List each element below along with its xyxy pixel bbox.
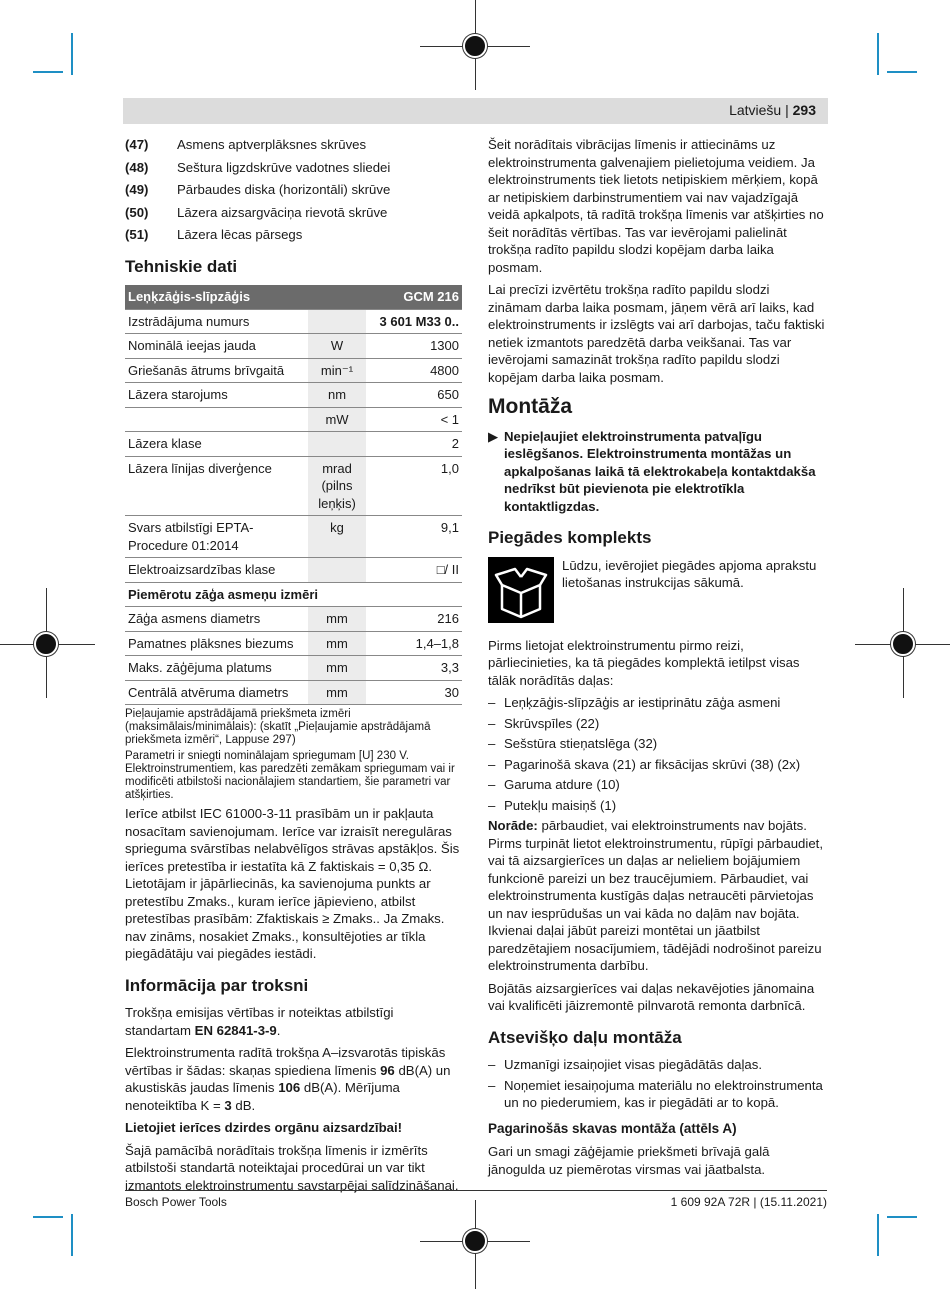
- spec-table: [125, 285, 462, 705]
- row-label: [125, 407, 308, 432]
- delivery-intro: Pirms lietojat elektroinstrumentu pirmo reizi, pārliecinieties, ka tā piegādes komplektā ietilpst visas tālāk norādītās daļas:: [488, 637, 800, 688]
- table-row: [125, 432, 462, 457]
- row-unit: mm: [308, 607, 366, 632]
- noise-values: [125, 1044, 462, 1114]
- table-subheader: Piemērotu zāģa asmeņu izmēri: [125, 582, 462, 607]
- row-unit: mW: [308, 407, 366, 432]
- tech-data-heading: Tehniskie dati: [125, 256, 238, 276]
- row-value: 30: [366, 680, 462, 705]
- row-unit: [308, 558, 366, 583]
- montaza-heading: Montāža: [488, 395, 572, 418]
- page-footer: [125, 1190, 827, 1209]
- row-value: 1300: [366, 334, 462, 359]
- crop-mark: [71, 1214, 73, 1256]
- part-label: Asmens aptverplāksnes skrūves: [177, 137, 367, 152]
- row-value: < 1: [366, 407, 462, 432]
- power-level: 106: [278, 1080, 301, 1095]
- list-item: [125, 136, 462, 154]
- crop-mark: [887, 1216, 917, 1218]
- left-column: [125, 136, 462, 1199]
- list-item: – Uzmanīgi izsaiņojiet visas piegādātās daļas.: [488, 1056, 826, 1074]
- header-text: Latviešu | 293: [729, 102, 816, 118]
- list-item: – Putekļu maisiņš (1): [488, 797, 826, 815]
- page-header: [123, 98, 828, 124]
- separate-heading: Atsevišķo daļu montāža: [488, 1027, 682, 1047]
- table-row: [125, 680, 462, 705]
- table-note: Parametri ir sniegti nominālajam spriegumam [U] 230 V. Elektroinstrumentiem, kas paredzēti zemākam spriegumam vai ir modificēti atbilstoši nacionālajiem standartiem, šie parametri var atšķirties.: [125, 750, 455, 801]
- registration-mark: [891, 632, 915, 656]
- registration-mark: [463, 34, 487, 58]
- noise-paragraph: Šajā pamācībā norādītais trokšņa līmenis ir izmērīts atbilstoši standartā noteiktajai procedūrai un var tikt izmantots elektroinstrumentu savstarpējai salīdzināšanai.: [125, 1142, 459, 1193]
- table-row: [125, 334, 462, 359]
- noise-standard: Trokšņa emisijas vērtības ir noteiktas atbilstīgi standartam EN 62841-3-9.: [125, 1005, 394, 1038]
- table-head-unit: [308, 285, 366, 309]
- row-label: Elektroaizsardzības klase: [125, 558, 308, 583]
- text: Trokšņa emisijas vērtības ir noteiktas atbilstīgi standartam: [125, 1005, 394, 1038]
- row-unit: nm: [308, 383, 366, 408]
- registration-mark: [463, 1229, 487, 1253]
- table-row: [125, 383, 462, 408]
- part-number: (48): [125, 159, 149, 175]
- text: dB(A) un akustiskās jaudas līmenis: [125, 1062, 451, 1095]
- warning-text: Nepieļaujiet elektroinstrumenta patvaļīgu ieslēgšanos. Elektroinstrumenta montāžas un apkalpošanas laikā tā elektrokabeļa kontaktdakša nedrīkst būt pievienota pie elektrotīkla kontaktligzdas.: [504, 428, 816, 514]
- crop-mark: [877, 1214, 879, 1256]
- footer-brand: Bosch Power Tools: [125, 1195, 227, 1209]
- header-language: Latviešu: [729, 102, 782, 118]
- crop-mark: [33, 71, 63, 73]
- text: Elektroinstrumenta radītā trokšņa A–izsvarotās tipiskās vērtības ir šādas: skaņas spiediena līmenis: [125, 1045, 446, 1078]
- noise-paragraph: Šeit norādītais vibrācijas līmenis ir attiecināms uz elektroinstrumenta galvenajiem pielietojuma veidiem. Ja elektroinstruments tiek lietots netipiskiem mērķiem, kopā ar netipiskiem darbinstrumentiem vai nav vajadzīgajā veidā apkalpots, tā radītā trokšņa līmenis var atšķirties no šeit norādītās vērtības. Tas var ievērojami palielināt trokšņa radīto papildu slodzi kopējam darba laika posmam.: [488, 137, 824, 275]
- row-unit: kg: [308, 516, 366, 558]
- row-unit: [308, 309, 366, 334]
- table-row: [125, 516, 462, 558]
- delivery-note: [488, 817, 826, 975]
- list-item: – Skrūvspīles (22): [488, 715, 826, 733]
- delivery-box-text: Lūdzu, ievērojiet piegādes apjoma aprakstu lietošanas instrukcijas sākumā.: [562, 557, 817, 590]
- row-value: 650: [366, 383, 462, 408]
- impedance-paragraph: Ierīce atbilst IEC 61000-3-11 prasībām un ir pakļauta nosacītam savienojumam. Ierīce var izraisīt neregulāras sprieguma svārstības nelabvēlīgos strāvas apstākļos. Šis ierīces pretestība ir iestatīta kā Z faktiskais = 0,35 Ω. Lietotājam ir jāpārliecinās, ka savienojuma punkts ar pretestību Zmaks., kuram ierīce jāpievieno, atbilst pretestības prasībām: Zfaktiskais ≥ Zmaks.. Ja Zmaks. nav zināms, nosakiet Zmaks., konsultējoties ar tīkla piegādātāju vai piegādes iestādi.: [125, 806, 460, 961]
- list-item: – Sešstūra stieņatslēga (32): [488, 735, 826, 753]
- page-number: 293: [792, 102, 816, 118]
- row-label: Maks. zāģējuma platums: [125, 656, 308, 681]
- row-label: Griešanās ātrums brīvgaitā: [125, 358, 308, 383]
- table-subheader-row: [125, 582, 462, 607]
- table-row: [125, 558, 462, 583]
- crop-mark: [887, 71, 917, 73]
- pressure-level: 96: [380, 1062, 395, 1078]
- uncertainty: 3: [224, 1097, 232, 1113]
- delivery-heading: Piegādes komplekts: [488, 528, 652, 547]
- delivery-list: [488, 694, 826, 814]
- part-label: Lāzera lēcas pārsegs: [177, 227, 303, 242]
- part-number: (49): [125, 182, 149, 197]
- table-note: Pieļaujamie apstrādājamā priekšmeta izmēri (maksimālais/minimālais): (skatīt „Pieļaujamie apstrādājamā priekšmeta izmēri“, Lappuse 297): [125, 708, 431, 746]
- table-row: [125, 309, 462, 334]
- table-head-label: Leņķzāģis-slīpzāģis: [125, 285, 308, 309]
- part-label: Seštura ligzdskrūve vadotnes sliedei: [177, 159, 391, 175]
- row-value: □/ II: [366, 558, 462, 583]
- arrow-icon: ▶: [488, 428, 499, 444]
- row-unit: [308, 432, 366, 457]
- row-unit: mrad (pilns leņķis): [308, 456, 366, 516]
- box-icon: [488, 557, 554, 623]
- table-row: [125, 358, 462, 383]
- part-number: (51): [125, 227, 149, 242]
- parts-list: [125, 136, 462, 244]
- row-unit: mm: [308, 680, 366, 705]
- row-value: 3 601 M33 0..: [366, 309, 462, 334]
- list-item: – Pagarinošā skava (21) ar fiksācijas skrūvi (38) (2x): [488, 756, 826, 774]
- list-item: [125, 181, 462, 199]
- table-head-model: GCM 216: [366, 285, 462, 309]
- table-row: [125, 656, 462, 681]
- row-unit: mm: [308, 631, 366, 656]
- row-label: Pamatnes plāksnes biezums: [125, 631, 308, 656]
- text: dB(A). Mērījuma nenoteiktība K =: [125, 1080, 400, 1113]
- row-label: Lāzera līnijas diverģence: [125, 456, 308, 516]
- delivery-note2: Bojātās aizsargierīces vai daļas nekavējoties jānomaina vai kvalificēti jāizremontē pilnvarotā remonta darbnīcā.: [488, 980, 815, 1013]
- warning-block: [488, 428, 826, 516]
- table-row: [125, 631, 462, 656]
- part-number: (50): [125, 204, 149, 220]
- row-unit: mm: [308, 656, 366, 681]
- row-label: Izstrādājuma numurs: [125, 309, 308, 334]
- list-item: – Leņķzāģis-slīpzāģis ar iestiprinātu zāģa asmeni: [488, 694, 826, 712]
- noise-heading: Informācija par troksni: [125, 975, 309, 995]
- row-value: 2: [366, 432, 462, 457]
- delivery-box-row: [488, 557, 826, 623]
- registration-mark: [34, 632, 58, 656]
- list-item: – Noņemiet iesaiņojuma materiālu no elektroinstrumenta un no piederumiem, kas ir piegādāti ar to kopā.: [488, 1077, 826, 1112]
- crop-mark: [71, 33, 73, 75]
- separate-list: [488, 1056, 826, 1112]
- list-item: [125, 226, 462, 244]
- row-label: Lāzera starojums: [125, 383, 308, 408]
- part-number: (47): [125, 137, 149, 152]
- hearing-warning: Lietojiet ierīces dzirdes orgānu aizsardzībai!: [125, 1120, 403, 1135]
- part-label: Pārbaudes diska (horizontāli) skrūve: [177, 182, 391, 197]
- row-label: Centrālā atvēruma diametrs: [125, 680, 308, 705]
- note-text: pārbaudiet, vai elektroinstruments nav bojāts. Pirms turpināt lietot elektroinstrumentu, rūpīgi pārbaudiet, vai tā aizsargierīces un daļas ar nelieliem bojājumiem funkcionē pareizi un bez traucējumiem. Pārbaudiet, vai elektroinstrumenta kustīgās daļas netraucēti pārvietojas un nav iesprūdušas un vai kāda no daļām nav bojāta. Ikvienai daļai jābūt pareizi montētai un jāatbilst paredzētajiem nosacījumiem, tādējādi nodrošinot pareizu elektroinstrumenta darbību.: [488, 818, 823, 973]
- table-row: [125, 407, 462, 432]
- text: dB.: [235, 1097, 256, 1113]
- note-label: Norāde:: [488, 818, 538, 833]
- list-item: – Garuma atdure (10): [488, 776, 826, 794]
- row-value: 1,0: [366, 456, 462, 516]
- row-value: 1,4–1,8: [366, 631, 462, 656]
- row-label: Nominālā ieejas jauda: [125, 334, 308, 359]
- row-unit: W: [308, 334, 366, 359]
- row-unit: min⁻¹: [308, 358, 366, 383]
- part-label: Lāzera aizsargvāciņa rievotā skrūve: [177, 204, 388, 220]
- right-column: [488, 136, 826, 1183]
- row-label: Zāģa asmens diametrs: [125, 607, 308, 632]
- list-item: [125, 159, 462, 177]
- table-row: [125, 607, 462, 632]
- row-value: 4800: [366, 358, 462, 383]
- clamp-heading: Pagarinošās skavas montāža (attēls A): [488, 1120, 737, 1136]
- standard-id: EN 62841-3-9: [194, 1022, 277, 1038]
- row-label: Lāzera klase: [125, 432, 308, 457]
- row-value: 3,3: [366, 656, 462, 681]
- clamp-text: Gari un smagi zāģējamie priekšmeti brīvajā galā jānogulda uz piemērotas virsmas vai jāatbalsta.: [488, 1144, 770, 1177]
- row-value: 9,1: [366, 516, 462, 558]
- table-header-row: [125, 285, 462, 309]
- crop-mark: [33, 1216, 63, 1218]
- row-value: 216: [366, 607, 462, 632]
- crop-mark: [877, 33, 879, 75]
- row-label: Svars atbilstīgi EPTA-Procedure 01:2014: [125, 516, 308, 558]
- table-row: [125, 456, 462, 516]
- footer-doc-id: 1 609 92A 72R | (15.11.2021): [670, 1195, 827, 1209]
- noise-paragraph: Lai precīzi izvērtētu trokšņa radīto papildu slodzi zināmam darba laika posmam, jāņem vērā arī laiks, kad elektroinstruments ir izslēgts vai arī darbojas, taču faktiski netiek izmantots paredzētā darba veikšanai. Tas var ievērojami samazināt trokšņa radīto papildu slodzi kopējam darba laika posmam.: [488, 282, 825, 385]
- list-item: [125, 204, 462, 222]
